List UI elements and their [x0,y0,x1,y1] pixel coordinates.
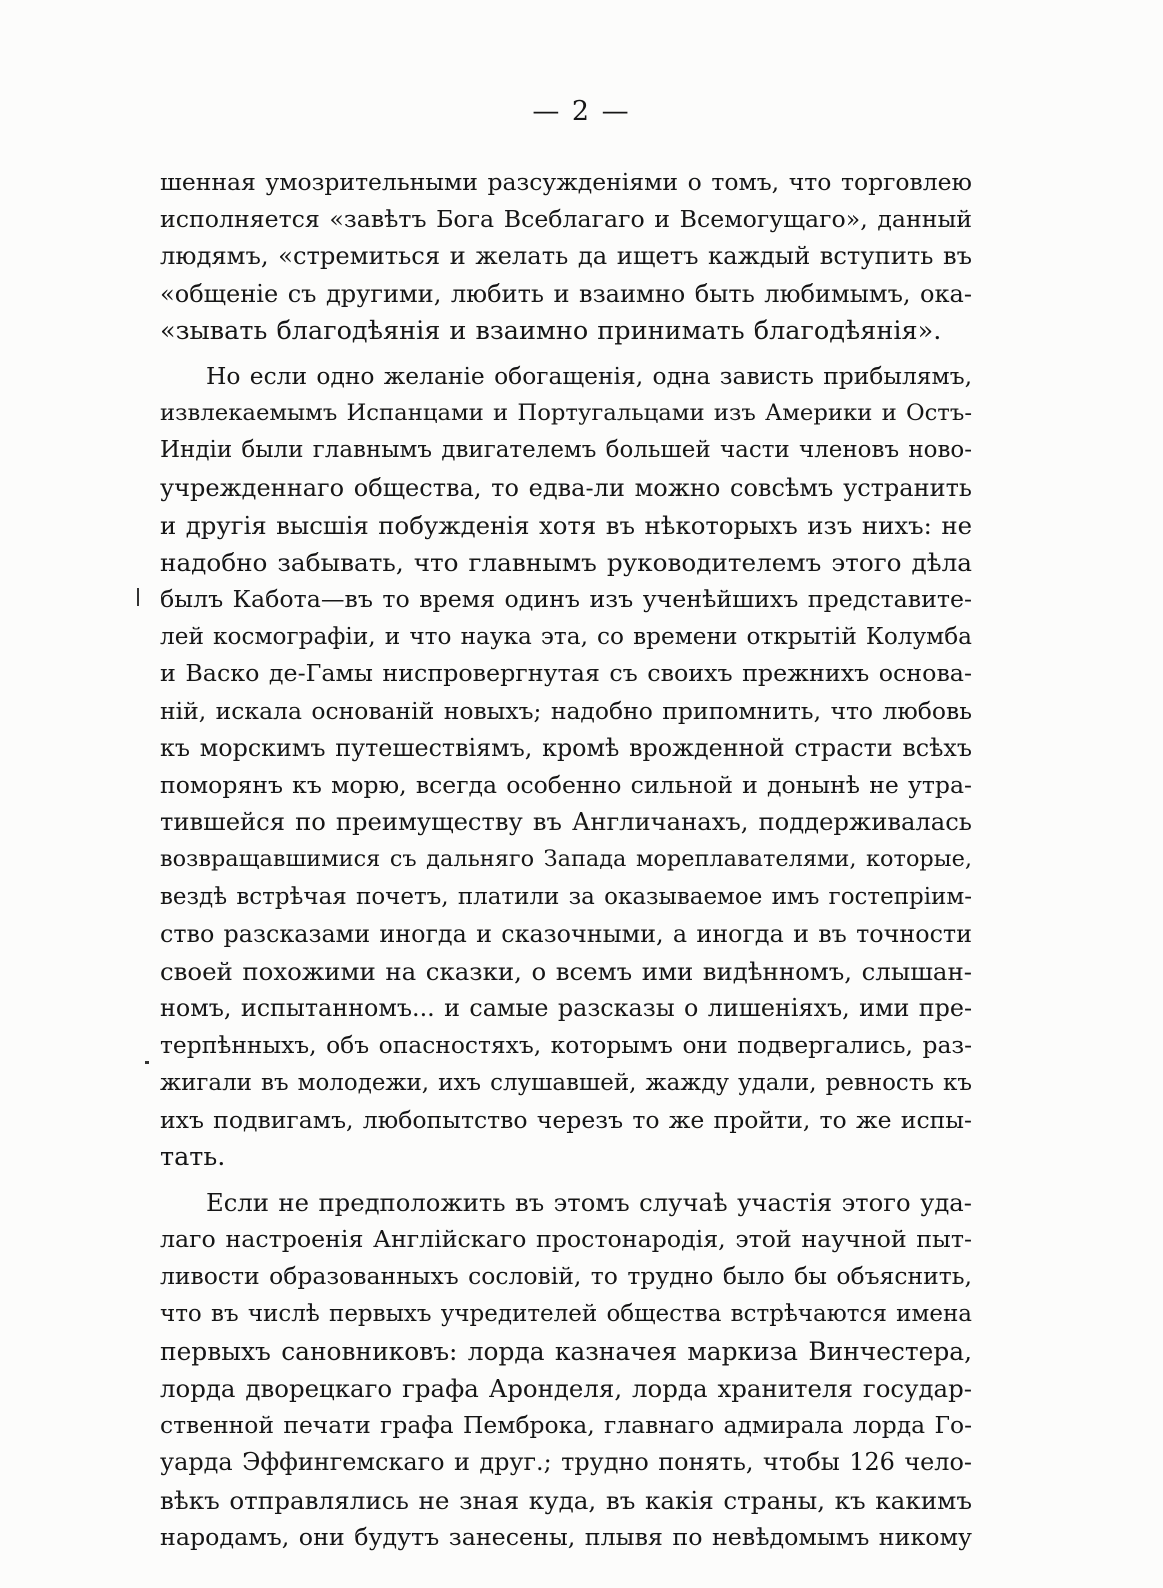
paragraph [160,164,972,350]
text-line: «зывать благодѣянія и взаимно принимать благодѣянія». [160,315,942,346]
text-line: ство разсказами иногда и сказочными, а иногда и въ точности [160,919,972,948]
text-line: номъ, испытанномъ... и самые разсказы о лишеніяхъ, ими пре- [160,994,972,1023]
text-line: уарда Эффингемскаго и друг.; трудно понять, чтобы 126 чело- [160,1448,972,1477]
text-line: терпѣнныхъ, объ опасностяхъ, которымъ они подвергались, раз- [160,1031,972,1060]
text-line: и Васко де-Гамы ниспровергнутая съ своихъ прежнихъ основа- [160,659,972,688]
text-line: тать. [160,1141,226,1172]
text-line: ственной печати графа Пемброка, главнаго адмирала лорда Го- [160,1411,972,1440]
text-line: надобно забывать, что главнымъ руководителемъ этого дѣла [160,547,972,577]
text-line: жигали въ молодежи, ихъ слушавшей, жажду удали, ревность къ [160,1069,972,1096]
text-line: Индіи были главнымъ двигателемъ большей части членовъ ново- [160,437,972,464]
text-line: возвращавшимися съ дальняго Запада мореплавателями, которые, [160,846,972,873]
paragraph [160,1184,972,1556]
text-line: ній, искала основаній новыхъ; надобно припомнить, что любовь [160,696,972,725]
text-line: лаго настроенія Англійскаго простонародія, этой научной пыт- [160,1225,972,1254]
text-line: и другія высшія побужденія хотя въ нѣкоторыхъ изъ нихъ: не [160,510,972,540]
text-line: шенная умозрительными разсужденіями о томъ, что торговлею [160,168,972,196]
text-line: Но если одно желаніе обогащенія, одна зависть прибылямъ, [206,361,972,390]
text-line: ихъ подвигамъ, любопытство черезъ то же пройти, то же испы- [160,1105,972,1134]
text-line: лей космографіи, и что наука эта, со времени открытій Колумба [160,623,972,651]
paragraph [160,358,972,1176]
text-line: народамъ, они будутъ занесены, плывя по невѣдомымъ никому [160,1522,972,1551]
text-line: исполняется «завѣтъ Бога Всеблагаго и Всемогущаго», данный [160,205,972,234]
text-line: Если не предположить въ этомъ случаѣ участія этого уда- [206,1188,972,1218]
text-line: поморянъ къ морю, всегда особенно сильной и донынѣ не утра- [160,771,972,799]
text-line: учрежденнаго общества, то едва-ли можно совсѣмъ устранить [160,473,972,502]
text-line: своей похожими на сказки, о всемъ ими видѣнномъ, слышан- [160,956,972,986]
body-text [160,164,972,1556]
text-line: людямъ, «стремиться и желать да ищетъ каждый вступить въ [160,242,972,271]
text-line: что въ числѣ первыхъ учредителей общества встрѣчаются имена [160,1300,972,1327]
page-number: — 2 — [532,96,631,127]
text-line: первыхъ сановниковъ: лорда казначея маркиза Винчестера, [160,1336,972,1366]
margin-dot [145,1061,149,1064]
margin-mark [137,588,139,606]
text-line: ливости образованныхъ сословій, то трудно было бы объяснить, [160,1262,972,1291]
text-line: къ морскимъ путешествіямъ, кромѣ врожденной страсти всѣхъ [160,733,972,762]
text-line: извлекаемымъ Испанцами и Португальцами изъ Америки и Остъ- [160,400,972,427]
text-line: вездѣ встрѣчая почетъ, платили за оказываемое имъ гостепріим- [160,883,972,910]
text-line: вѣкъ отправлялись не зная куда, въ какія страны, къ какимъ [160,1485,972,1515]
text-line: былъ Кабота—въ то время одинъ изъ ученѣйшихъ представите- [160,585,972,614]
text-line: «общеніе съ другими, любить и взаимно быть любимымъ, ока- [160,279,972,308]
text-line: лорда дворецкаго графа Аронделя, лорда хранителя государ- [160,1374,972,1403]
text-line: тившейся по преимуществу въ Англичанахъ, поддерживалась [160,808,972,837]
